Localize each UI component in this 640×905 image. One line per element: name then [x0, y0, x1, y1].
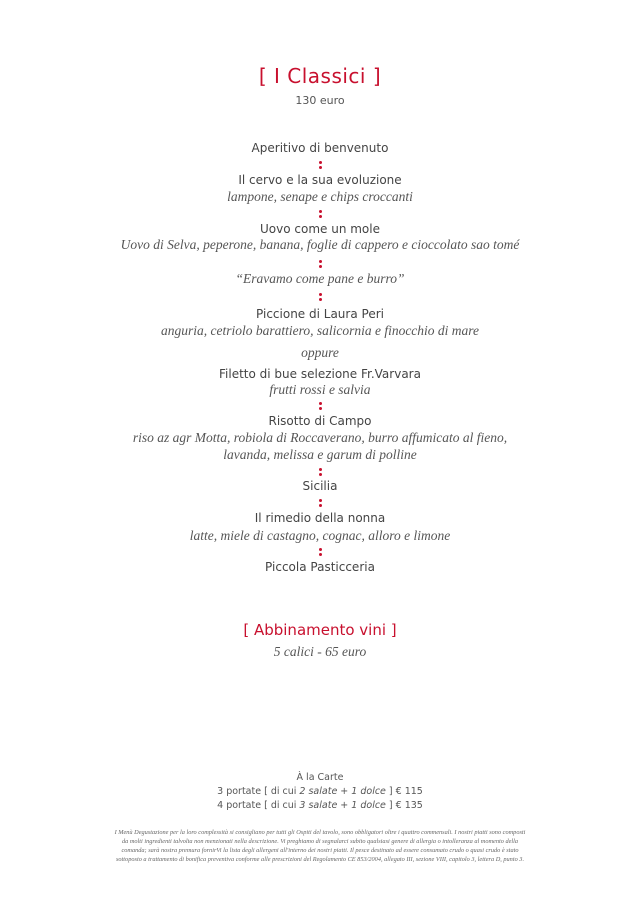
separator-dots [0, 495, 640, 509]
course-uovo: Uovo come un mole [260, 222, 380, 236]
separator-dots [0, 544, 640, 558]
course-aperitivo: Aperitivo di benvenuto [251, 141, 389, 155]
footnote-line-4: sottoposto a trattamento di bonifica preventiva conforme alle prescrizioni del Regolamento CE 853/2004, allegato III, sezione VIII, capitolo 3, lettera D, punto 3. [115, 856, 525, 863]
alacarte-title: À la Carte [296, 772, 344, 783]
course-sicilia: Sicilia [302, 479, 338, 493]
course-cervo: Il cervo e la sua evoluzione [238, 173, 402, 187]
alacarte-option-3 [0, 786, 640, 798]
course-filetto-desc: frutti rossi e salvia [269, 382, 371, 397]
separator-dots [0, 464, 640, 478]
menu-price: 130 euro [295, 94, 345, 107]
alacarte-option-4 [0, 800, 640, 812]
course-rimedio-desc: latte, miele di castagno, cognac, alloro e limone [189, 528, 451, 543]
course-cervo-desc: lampone, senape e chips croccanti [227, 189, 413, 204]
course-uovo-desc: Uovo di Selva, peperone, banana, foglie di cappero e cioccolato sao tomé [120, 237, 520, 252]
footnote-line-2: da molti ingredienti talvolta non menzionati nella descrizione. Vi preghiamo di segnalarci subito qualsiasi genere di allergia o intolleranza al momento della [121, 838, 519, 845]
course-risotto-desc: riso az agr Motta, robiola di Roccaverano, burro affumicato al fieno, [132, 430, 508, 445]
alacarte-option-3-prefix: 3 portate [ di cui [217, 786, 300, 797]
course-alternative: oppure [301, 345, 339, 360]
alacarte-option-4-price: ] € 135 [385, 800, 423, 811]
course-filetto: Filetto di bue selezione Fr.Varvara [219, 367, 421, 381]
course-rimedio: Il rimedio della nonna [254, 511, 386, 525]
separator-dots [0, 398, 640, 412]
footnote-line-1: I Menù Degustazione per la loro complessità si consigliano per tutti gli Ospiti del tavolo, sono obbligatori oltre i quattro commensali. I nostri piatti sono composti [114, 829, 526, 836]
separator-dots [0, 256, 640, 270]
separator-dots [0, 157, 640, 171]
wine-title: [ Abbinamento vini ] [243, 621, 397, 639]
course-pane-burro: “Eravamo come pane e burro” [235, 271, 405, 286]
menu-title: [ I Classici ] [258, 64, 382, 88]
alacarte-option-3-detail: 2 salate + 1 dolce [299, 786, 386, 797]
course-risotto-desc-2: lavanda, melissa e garum di polline [223, 447, 417, 462]
course-piccione: Piccione di Laura Peri [256, 307, 384, 321]
alacarte-option-3-price: ] € 115 [385, 786, 423, 797]
separator-dots [0, 206, 640, 220]
footnote-line-3: comanda; sarà nostra premura fornirVi la lista degli allergeni all'interno dei nostri piatti. Il pesce destinato ad essere consumato crudo o quasi crudo è stato [121, 847, 519, 854]
course-risotto: Risotto di Campo [268, 414, 372, 428]
alacarte-option-4-detail: 3 salate + 1 dolce [299, 800, 386, 811]
alacarte-option-4-prefix: 4 portate [ di cui [217, 800, 300, 811]
course-pasticceria: Piccola Pasticceria [265, 560, 375, 574]
course-piccione-desc: anguria, cetriolo barattiero, salicornia e finocchio di mare [160, 323, 480, 338]
separator-dots [0, 289, 640, 303]
wine-price: 5 calici - 65 euro [273, 644, 367, 659]
